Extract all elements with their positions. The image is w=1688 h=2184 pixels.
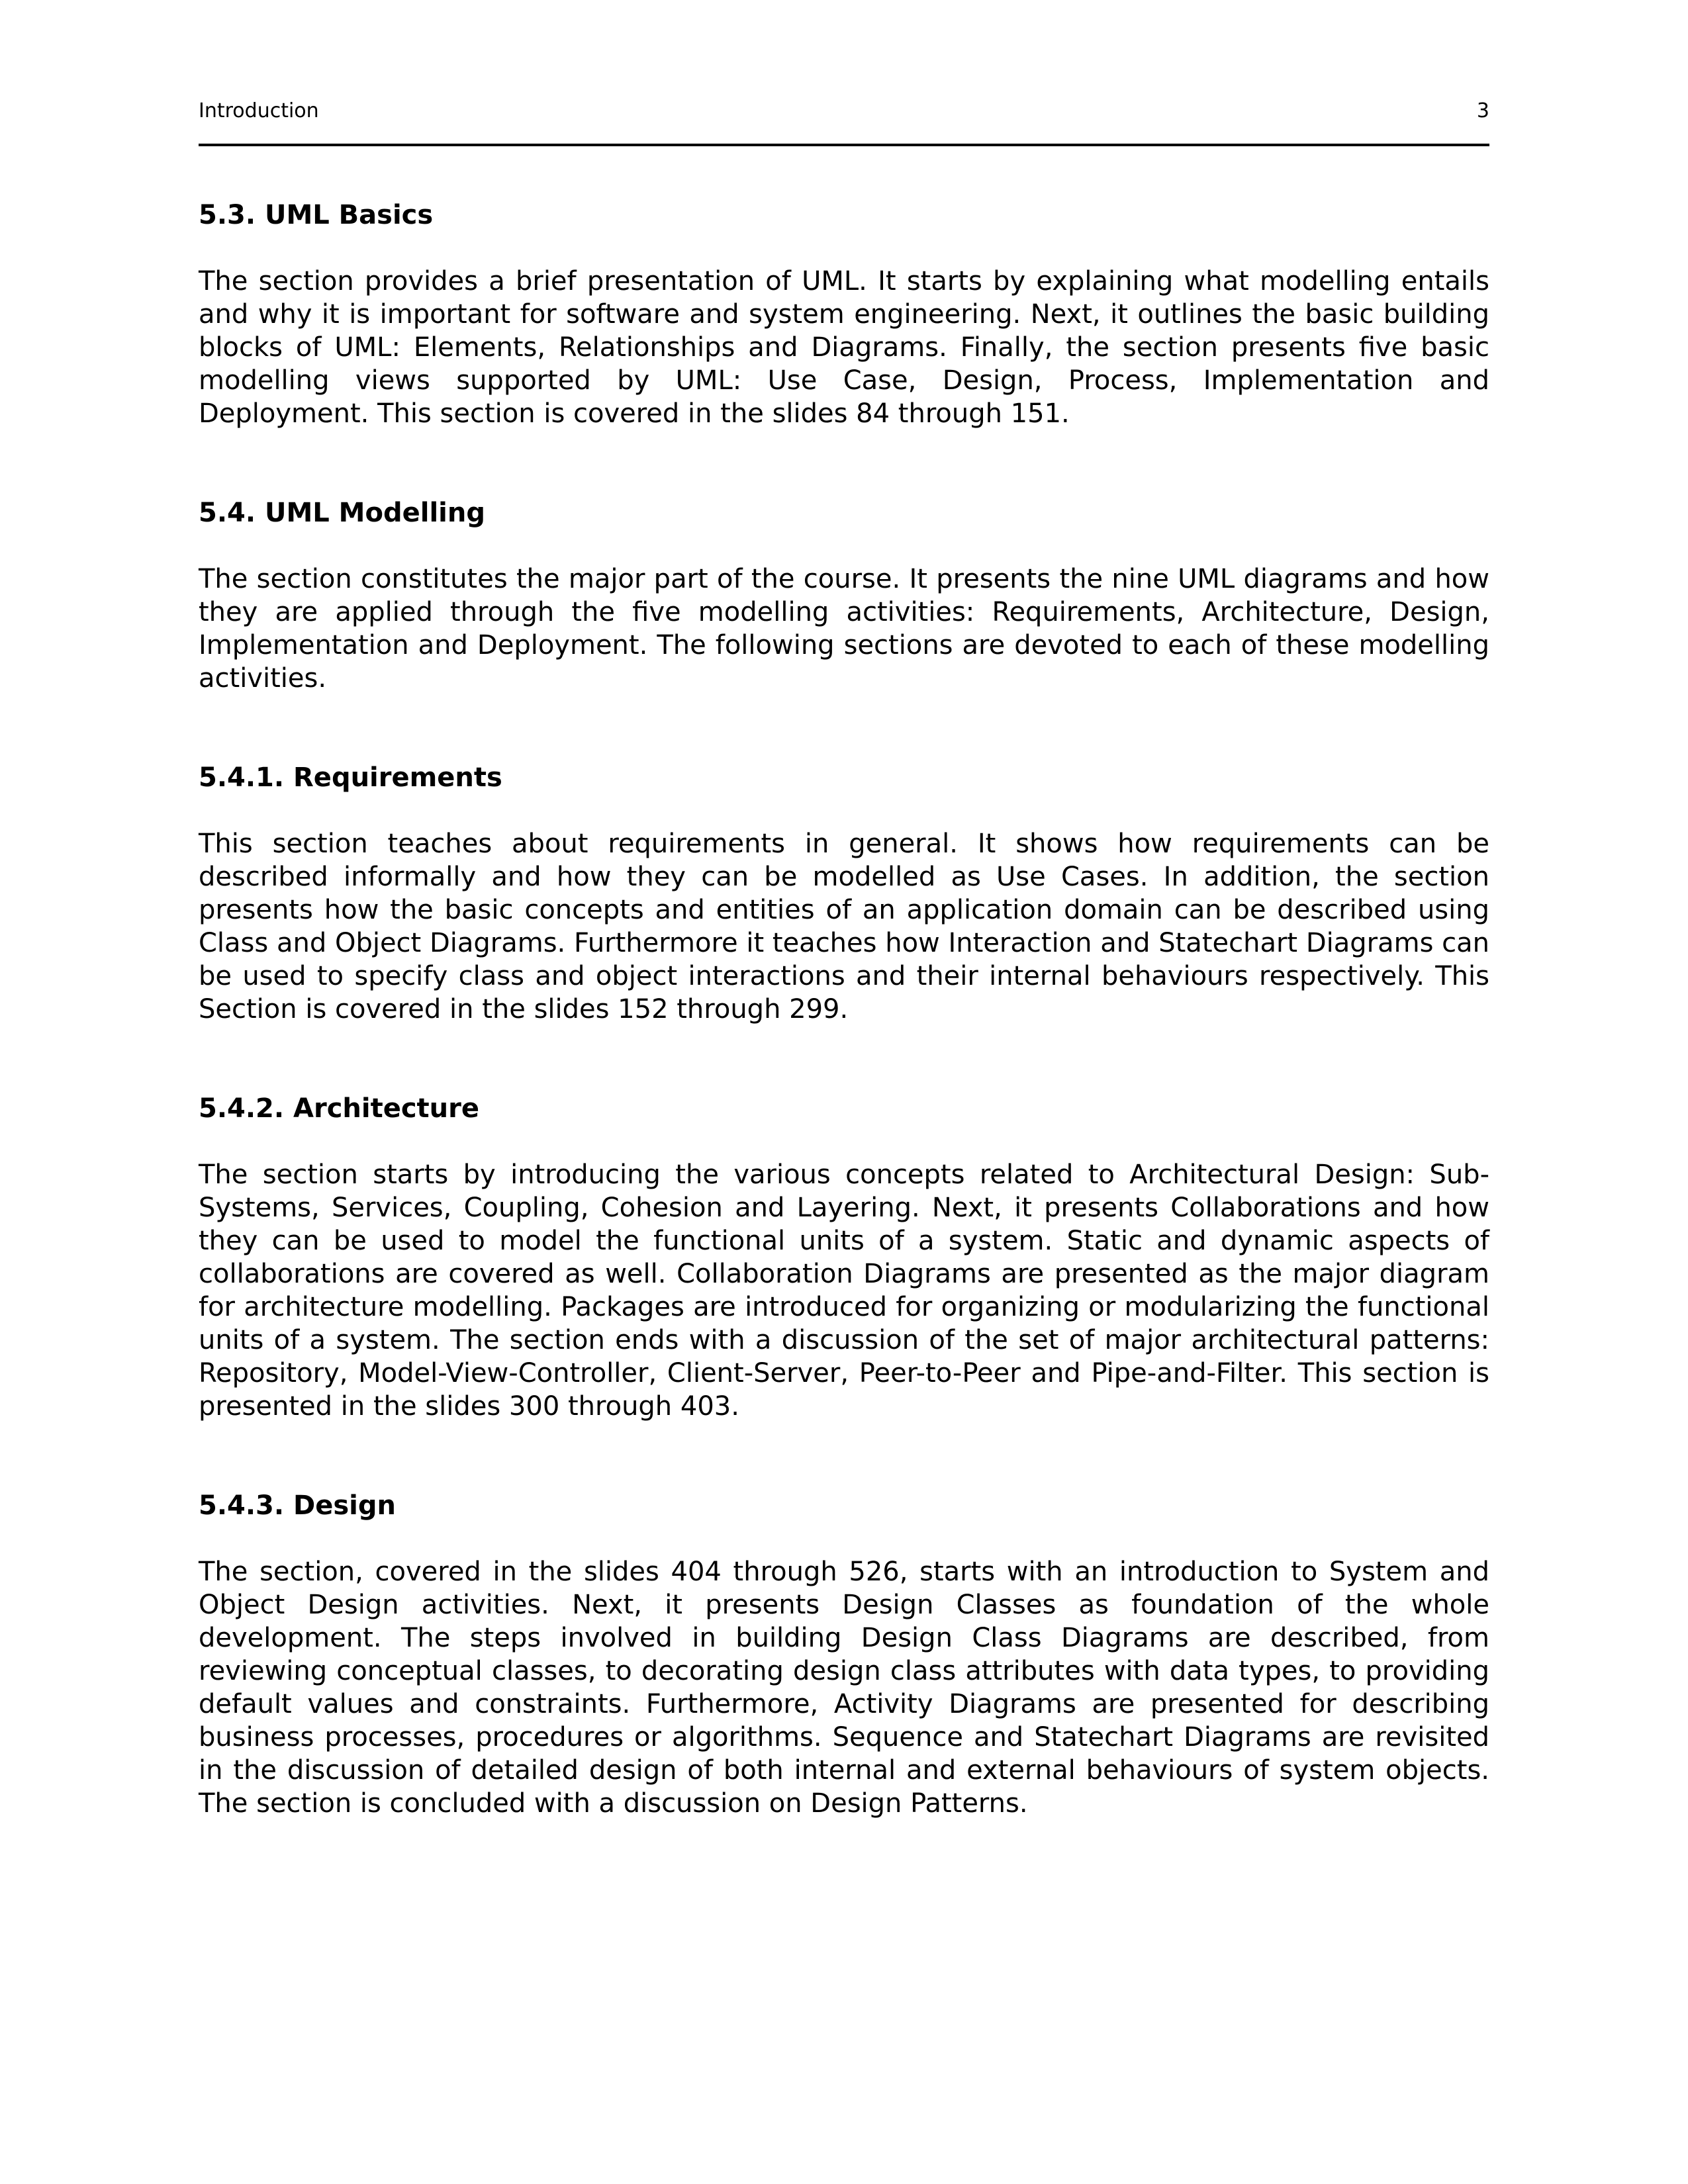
running-header <box>199 98 1489 124</box>
section-architecture <box>199 1092 1489 1489</box>
section-paragraph: This section teaches about requirements in general. It shows how requirements can be described informally and how they can be modelled as Use Cases. In addition, the section presents how the basic concepts and entities of an application domain can be described using Class and Object Diagrams. Furthermore it teaches how Interaction and Statechart Diagrams can be used to specify class and object interactions and their internal behaviours respectively. This Section is covered in the slides 152 through 299. <box>199 829 1489 1024</box>
header-title: Introduction <box>199 99 319 122</box>
section-uml-basics <box>199 199 1489 496</box>
section-paragraph: The section provides a brief presentation of UML. It starts by explaining what modelling entails and why it is important for software and system engineering. Next, it outlines the basic building blocks of UML: Elements, Relationships and Diagrams. Finally, the section presents five basic modelling views supported by UML: Use Case, Design, Process, Implementation and Deployment. This section is covered in the slides 84 through 151. <box>199 266 1489 429</box>
section-design <box>199 1489 1489 1820</box>
section-uml-modelling <box>199 496 1489 761</box>
section-paragraph: The section starts by introducing the various concepts related to Architectural Design: Sub-Systems, Services, Coupling, Cohesion and Layering. Next, it presents Collaborations and how they can be used to model the functional units of a system. Static and dynamic aspects of collaborations are covered as well. Collaboration Diagrams are presented as the major diagram for architecture modelling. Packages are introduced for organizing or modularizing the functional units of a system. The section ends with a discussion of the set of major architectural patterns: Repository, Model-View-Controller, Client-Server, Peer-to-Peer and Pipe-and-Filter. This section is presented in the slides 300 through 403. <box>199 1160 1489 1422</box>
page-content <box>199 199 1489 1820</box>
section-paragraph: The section constitutes the major part of the course. It presents the nine UML diagrams and how they are applied through the five modelling activities: Requirements, Architecture, Design, Implementation and Deployment. The following sections are devoted to each of these modelling activities. <box>199 564 1489 694</box>
section-heading: 5.4.3. Design <box>199 1490 396 1521</box>
page-number: 3 <box>1476 99 1489 122</box>
section-heading: 5.4. UML Modelling <box>199 498 485 528</box>
section-heading: 5.4.1. Requirements <box>199 762 502 793</box>
section-heading: 5.3. UML Basics <box>199 200 434 230</box>
header-rule <box>199 144 1489 146</box>
section-requirements <box>199 761 1489 1092</box>
section-paragraph: The section, covered in the slides 404 through 526, starts with an introduction to System and Object Design activities. Next, it presents Design Classes as foundation of the whole development. The steps involved in building Design Class Diagrams are described, from reviewing conceptual classes, to decorating design class attributes with data types, to providing default values and constraints. Furthermore, Activity Diagrams are presented for describing business processes, procedures or algorithms. Sequence and Statechart Diagrams are revisited in the discussion of detailed design of both internal and external behaviours of system objects. The section is concluded with a discussion on Design Patterns. <box>199 1557 1489 1819</box>
section-heading: 5.4.2. Architecture <box>199 1093 480 1124</box>
